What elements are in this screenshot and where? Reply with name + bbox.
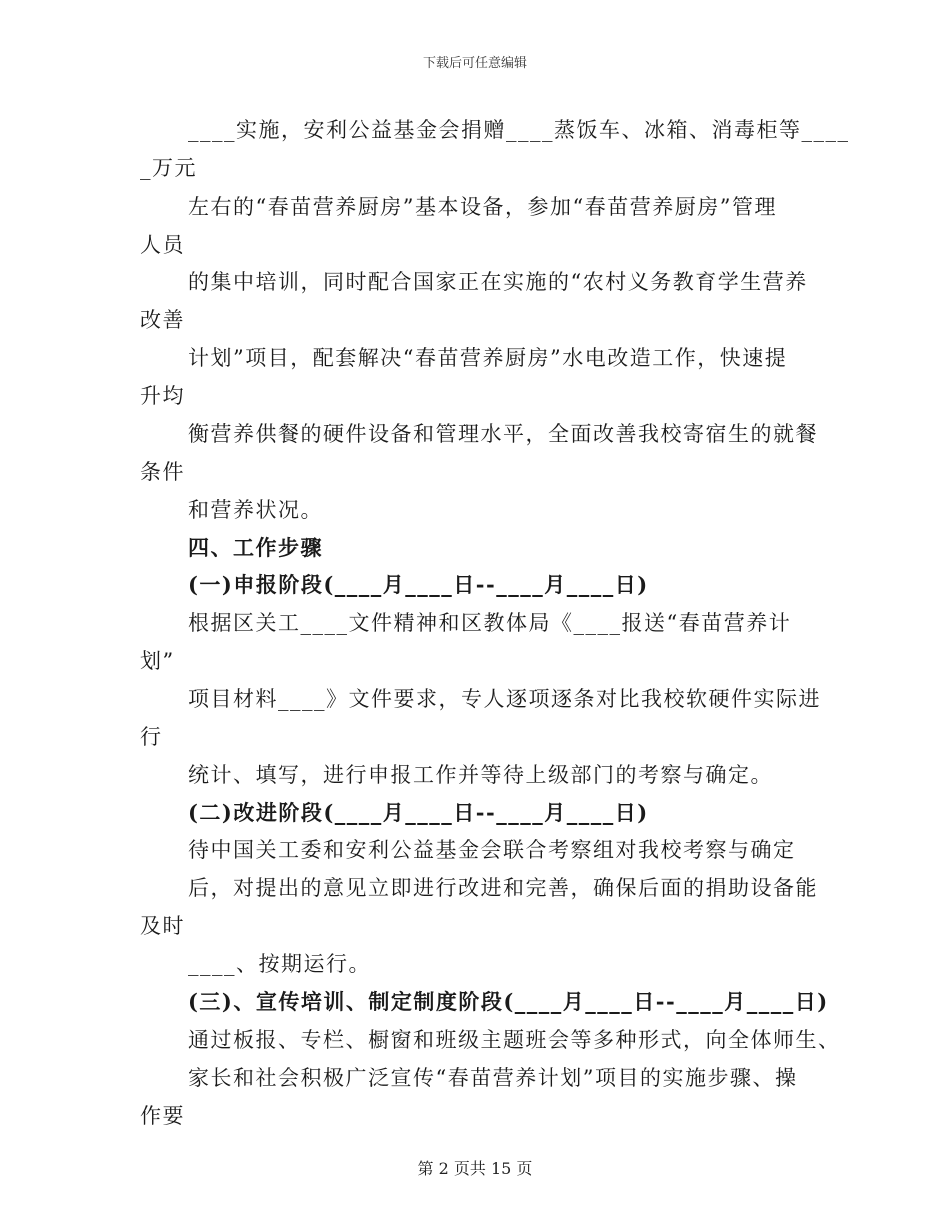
subsection-heading: (一)申报阶段(____月____日--____月____日) [188,572,649,597]
paragraph-line: 和营养状况。 [188,498,323,522]
paragraph-line: 统计、填写，进行申报工作并等待上级部门的考察与确定。 [188,763,773,787]
subsection-heading: (三)、宣传培训、制定制度阶段(____月____日--____月____日) [188,989,829,1014]
subsection-heading: (二)改进阶段(____月____日--____月____日) [188,800,649,825]
section-heading: 四、工作步骤 [188,535,323,560]
paragraph-line: 条件 [140,460,185,484]
paragraph-line: 后，对提出的意见立即进行改进和完善，确保后面的捐助设备能 [188,876,818,900]
paragraph-line: 衡营养供餐的硬件设备和管理水平，全面改善我校寄宿生的就餐 [188,422,818,446]
paragraph-line: _万元 [140,156,197,180]
paragraph-line: 家长和社会积极广泛宣传“春苗营养计划”项目的实施步骤、操 [188,1066,798,1090]
paragraph-line: 及时 [140,914,185,938]
paragraph-line: 改善 [140,308,185,332]
paragraph-line: 划” [140,649,175,673]
paragraph-line: 作要 [140,1104,185,1128]
page-footer: 第 2 页共 15 页 [417,1159,533,1178]
paragraph-line: 的集中培训，同时配合国家正在实施的“农村义务教育学生营养 [188,270,808,294]
paragraph-line: 项目材料____》文件要求，专人逐项逐条对比我校软硬件实际进 [188,687,821,711]
paragraph-line: 计划”项目，配套解决“春苗营养厨房”水电改造工作，快速提 [188,346,788,370]
paragraph-line: 行 [140,725,163,749]
paragraph-line: 人员 [140,233,185,257]
paragraph-line: 升均 [140,384,185,408]
page-header: 下载后可任意编辑 [422,56,527,71]
paragraph-line: 待中国关工委和安利公益基金会联合考察组对我校考察与确定 [188,838,796,862]
paragraph-line: ____、按期运行。 [188,952,371,976]
paragraph-line: 根据区关工____文件精神和区教体局《____报送“春苗营养计 [188,611,792,635]
paragraph-line: 左右的“春苗营养厨房”基本设备，参加“春苗营养厨房”管理 [188,195,777,219]
paragraph-line: ____实施，安利公益基金会捐赠____蒸饭车、冰箱、消毒柜等____ [188,118,850,142]
paragraph-line: 通过板报、专栏、橱窗和班级主题班会等多种形式，向全体师生、 [188,1028,841,1052]
